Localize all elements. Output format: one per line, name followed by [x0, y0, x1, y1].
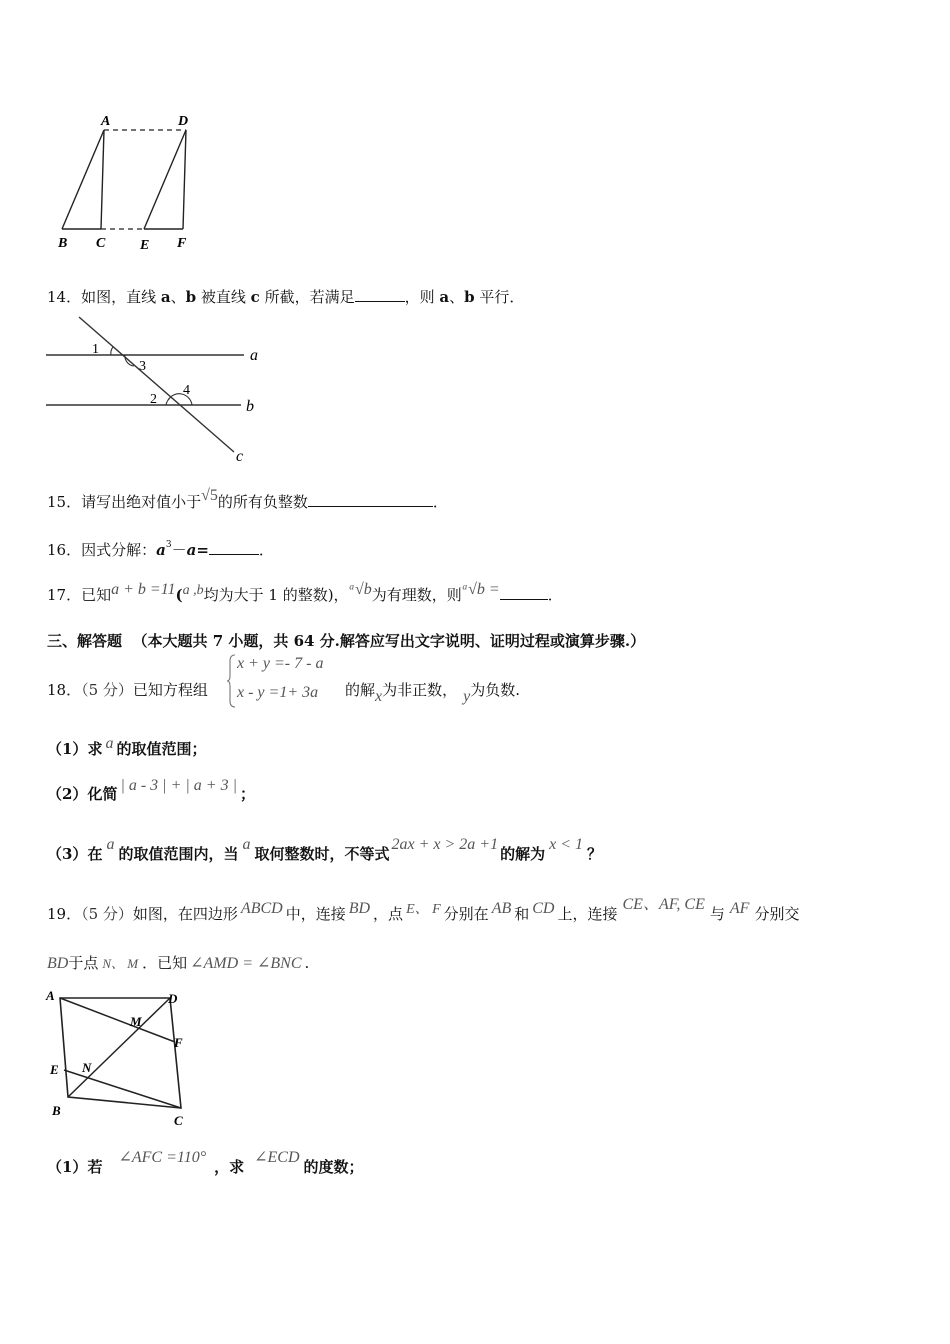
radical-expr-1: ᵃ√b — [348, 581, 372, 598]
vertex-A: A — [46, 988, 55, 1003]
figure-quadrilateral — [44, 985, 204, 1135]
equation-2: x - y =1+ 3a — [237, 684, 319, 701]
section-3-header: 三、解答题 （本大题共 7 小题，共 64 分.解答应写出文字说明、证明过程或演算步骤.） — [47, 632, 646, 650]
question-19-line-2: BD于点 N、 M ．已知 ∠AMD = ∠BNC . — [47, 954, 310, 972]
question-19: 19．（5 分）如图，在四边形 ABCD 中，连接 BD ，点 E、 F 分别在 AB 和 CD 上，连接CE、AF, CE与 AF 分别交 — [47, 896, 800, 923]
vertex-C: C — [174, 1113, 183, 1128]
label-B: B — [58, 236, 68, 251]
angle-2: 2 — [150, 392, 157, 407]
vertex-D: D — [168, 991, 178, 1006]
system-brace — [226, 654, 236, 708]
label-F: F — [177, 236, 187, 251]
label-D: D — [178, 114, 189, 129]
question-18: 18．（5 分）已知方程组 x + y =- 7 - a x - y =1+ 3a 的解x为非正数， y为负数. — [47, 652, 927, 712]
question-16: 16．因式分解：$a^3-a=$ ． — [47, 540, 274, 559]
expr-a-plus-b: a + b =11 — [111, 581, 176, 598]
equation-1: x + y =- 7 - a — [237, 655, 324, 672]
label-E: E — [140, 238, 150, 253]
point-N: N — [82, 1060, 92, 1075]
vertex-B: B — [52, 1103, 61, 1118]
answer-blank-17[interactable] — [500, 583, 548, 600]
line-b-label: b — [246, 398, 254, 415]
point-F: F — [174, 1035, 183, 1050]
sqrt5-expr: √5 — [201, 487, 218, 504]
angle-1: 1 — [92, 342, 99, 357]
label-A: A — [101, 114, 111, 129]
question-14: 14．如图，直线 a、b 被直线 c 所截，若满足 ，则 a、b 平行． — [47, 285, 524, 308]
point-M: M — [130, 1014, 142, 1029]
label-C: C — [96, 236, 106, 251]
question-18-part-3: （3）在a的取值范围内，当a取何整数时，不等式2ax + x > 2a +1的解为x < 1？ — [47, 836, 603, 863]
point-E: E — [50, 1062, 59, 1077]
line-a-label: a — [250, 347, 258, 364]
line-c-label: c — [236, 448, 244, 465]
angle-4: 4 — [183, 383, 190, 398]
answer-blank-14[interactable] — [355, 285, 405, 302]
answer-blank-16[interactable] — [209, 538, 259, 555]
angle-3: 3 — [139, 359, 146, 374]
figure-parallelograms — [50, 108, 210, 258]
question-19-part-1: （1）若∠AFC =110°，求∠ECD的度数； — [47, 1149, 364, 1176]
figure-transversal — [44, 312, 274, 467]
answer-blank-15[interactable] — [308, 490, 433, 507]
radical-expr-2: ᵃ√b = — [461, 581, 500, 598]
question-17: 17．已知a + b =11(a ,b均为大于 1 的整数)，ᵃ√b为有理数，则ᵃ√b = ． — [47, 581, 563, 604]
question-18-part-2: （2）化简 | a - 3 | + | a + 3 | ； — [47, 777, 255, 803]
question-18-part-1: （1）求 a 的取值范围； — [47, 735, 207, 758]
question-15: 15．请写出绝对值小于√5的所有负整数 ． — [47, 487, 448, 511]
